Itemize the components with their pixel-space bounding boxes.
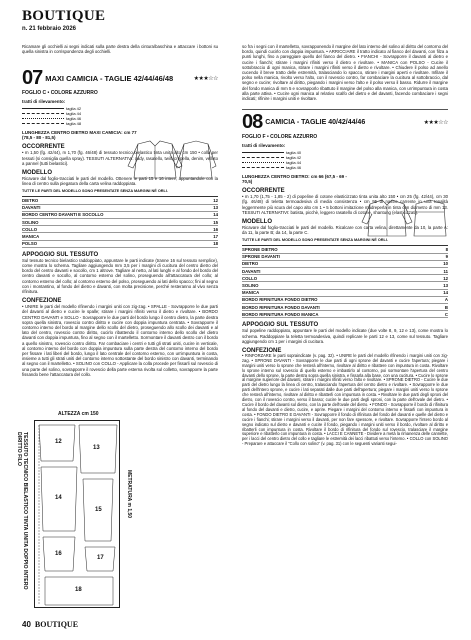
page-number: 40: [22, 620, 31, 629]
intro-text: Ricamare gli occhielli ai segni indicati sulla parte destra della cintura/baschina e attaccare i bottoni su quella sinistra in corrispondenza degli occhielli.: [22, 44, 218, 55]
size-row: taglia 42: [242, 155, 448, 160]
size-row: taglia 46: [242, 165, 448, 170]
piece-number: 12: [55, 439, 62, 445]
parts-row: [242, 268, 448, 275]
length-info: LUNGHEZZA CENTRO DIETRO: cm 66 (67,5 - 69 - 70,5): [242, 174, 347, 185]
piece-number: 16: [55, 551, 62, 557]
part-number: 18: [213, 241, 218, 247]
parts-row: [242, 254, 448, 261]
appoggio-text: Sul popeline raddoppiato, appuntare le parti del modello indicate (due volte 8, 9, 12 e 13), come mostra lo schema. Raddoppiare la teletta termoadesiva, quindi replicare le parti 12 e 13, come sul tessuto. Tagliare aggiungendo cm 1 per i margini di cucitura.: [242, 328, 448, 344]
part-name: DAVANTI: [242, 268, 261, 274]
piece-number: 17: [97, 555, 104, 561]
piece-number: 13: [93, 445, 100, 451]
occorrente-text: • m 1,70 (1,75 - 1,85 - 2) di popeline di cotone elasticizzato tinta unita alto 150 • cm 25 (fg. 42/44), cm 30 (fg. 46/48) di teletta termoadesiva di media consistenza • cm 95 di nastro carrente in una tonalità leggermente più scura del capo alto cm 1 • 5 bottoni imitazione madreperla in tinta con diametro di mm 13. TESSUTI ALTERNATIVI: batista, picchè, leggero rasatello di cotone, shantung (elasticizzati).: [242, 194, 448, 215]
part-name: SOLINO: [242, 282, 259, 288]
part-number: 14: [213, 212, 218, 218]
right-top-text: so fra i segni con il martelletto, sovrapponendo il margine del lato interno del solino al diritto del contorno del bordo, quindi cucirlo con doppia impuntura. • ARRICCIARE il tratto indicato al fianco del davanti, con filza a punti lunghi, fino a pareggiare quello del fianco del dietro. • FIANCHI - Sovrapporre il davanti al dietro e cucire i fianchi; stirare i margini rifiniti verso il dietro e rivoltare. • MANICA con POLSO - Cucire il sottobraccio di ogni manica, stirare i margini rifiniti verso il dietro e rivoltare. • Chiudere il polso ad anello cucendo il breve tratto delle estremità, tralasciando lo spacco, stirare i margini aperti e rivoltare. Infilare il polso nella manica, rivolto verso l'alto, con il rovescio contro, far combaciare la cucitura al sottobraccio, dal segno e cucire; rivoltare al diritto, piegando i margini verso l'alto e il polso verso il basso. Ridurre il margine del fondo manica di mm 5 e sovrapporlo ribattuto il margine del polso alla manica, con un'impuntura in costa alla parte attiva. • Cucire ogni manica al relativo scalfo del dietro e del davanti, facendo combaciare i segni indicati; rifinire i margini uniti e rivoltare.: [242, 44, 448, 102]
issue-date: n. 21 febbraio 2026: [22, 26, 77, 32]
parts-row: [242, 297, 448, 304]
piece-number: 14: [55, 495, 62, 501]
left-column: [22, 44, 218, 377]
footer-brand: BOUTIQUE: [34, 620, 79, 629]
confezione-text: • UNIRE le parti del modello rifinendo i margini uniti con zig-zag. • SPALLE - Sovrapporre le due parti del davanti al dietro e cucire le spalle; stirare i margini rifiniti verso il dietro e rivoltare. • BORDO CENTRO DAVANTI e SOLLO - Sovrapporre le due parti del bordo lungo il centro dietro, la parte destra sopra quella sinistra, rovescio contro diritto e cucire con doppia impuntura centrata. • Sovrapporre il contorno interno del bordo al margine dello scollo del dietro, proseguendo allo scollo dei davanti e al lato del centro, rovescio contro diritto, cucirlo ribattendo il contorno interno dello scollo del dietro davanti con doppia impuntura, fino al segno con il martelletto. Sormontare il davanti destro con il bordo a quello sinistro, rovescio contro diritto. Far combaciare i centri e tutti gli strati uniti, cucire in verticale, al contorno interno del bordo con doppia impuntura sulla parte destra del contorno interno del bordo per fissare i lati liberi del bordo, lungo il lato centrale del contorno esterno, con un'impuntura in costa, insieme a tutti gli strati uniti del contorno interno sottostante del bordo sinistro con davanti, terminando al segno con il martelletto. • SOLINO con COLLO - Applicare la colla procede per fissarli sul rovescio di una parte del solino, sovrapporre il rovescio della parte esterna rivolta sul colletto, sovrapporre la parte fissando bene l'attaccatura del collo.: [22, 304, 218, 377]
part-number: 14: [443, 290, 448, 296]
part-name: DIETRO: [242, 261, 259, 267]
parts-note: TUTTE LE PARTI DEL MODELLO SONO PRESENTATE SENZA MARGINI NÉ ORLI.: [22, 189, 168, 194]
length-info: LUNGHEZZA CENTRO DIETRO MAXI CAMICIA: cm 77 (78,5 - 80 - 81,5): [22, 130, 137, 141]
model-number: 07: [22, 67, 43, 90]
size-row: taglia 44: [242, 160, 448, 165]
tracing-label: tratti di rilevamento:: [22, 99, 66, 105]
fabric-side-label: TESSUTO TECNICO BIELASTICO TINTA UNITA DOPPIO INTERO DIRITTO FILO: [16, 432, 28, 590]
size-row: taglia 40: [242, 150, 448, 155]
part-name: MANICA: [22, 233, 40, 239]
confezione-title: CONFEZIONE: [22, 298, 62, 305]
modello-title: MODELLO: [242, 219, 272, 226]
part-name: BORDO RIFINITURA FONDO DIETRO: [242, 297, 318, 303]
modello-title: MODELLO: [22, 170, 52, 177]
occorrente-title: OCCORRENTE: [242, 188, 285, 195]
part-name: BORDO CENTRO DAVANTI E SOCOLLO: [22, 212, 104, 218]
parts-row: [242, 311, 448, 318]
model-title: MAXI CAMICIA - TAGLIE 42/44/46/48: [45, 73, 174, 83]
size-row: taglia 48: [22, 121, 218, 126]
part-number: 9: [445, 254, 448, 260]
shirt-sketch-icon: [120, 138, 218, 188]
parts-row: [22, 233, 218, 240]
part-number: A: [444, 297, 448, 303]
part-number: 8: [445, 247, 448, 253]
size-legend: [242, 150, 448, 170]
part-name: BORDO RIFINITURA FONDO MANICA: [242, 311, 319, 317]
parts-row: [22, 197, 218, 204]
fabric-width-label: ALTEZZA cm 150: [58, 411, 99, 417]
modello-text: Ricavare dal foglio-tracciati le parti del modello. Ottenere le parti 15 e 16 intere, appuntandole con la linea di centro sulla piegatura della carta velina raddoppiata.: [22, 176, 218, 187]
size-row: taglia 46: [22, 116, 218, 121]
parts-row: [242, 282, 448, 289]
part-name: COLLO: [242, 275, 258, 281]
parts-row: [22, 212, 218, 219]
model-number: 08: [242, 111, 263, 134]
appoggio-text: Sul tessuto tecnico bielastico raddoppiato, appuntare le parti indicate (tranne 16 sul tessuto semplice), come mostra lo schema. Tagliare aggiungendo mm 3,5 per i margini di cucitura del centro dietro del bordo del centro davanti e socollo, cm 1 altrove. Tagliare al netto, al lati lunghi e al fondo del bordo del centro davanti e socollo, al contorno esterno del solino, proseguendo all'attaccatura del collo; al contorno esterno del collo; al contorno esterno del polso, proseguendo ai lati dello spacco; fini al segno con i montantino, al fondo del dietro e davanti, con molta precisione, perché resteranno al vivo senza rifinitura.: [22, 257, 218, 294]
model-07-sketch: [120, 138, 218, 188]
parts-row: [242, 275, 448, 282]
parts-row: [242, 290, 448, 297]
page-footer: [22, 620, 78, 629]
appoggio-title: APPOGGIO SUL TESSUTO: [242, 322, 319, 329]
size-legend: [22, 106, 218, 126]
masthead: [22, 8, 105, 32]
model-title: CAMICIA - TAGLIE 40/42/44/46: [265, 118, 366, 126]
occorrente-title: OCCORRENTE: [22, 144, 65, 151]
part-number: 13: [213, 205, 218, 211]
cutting-layout-diagram: [35, 421, 121, 609]
parts-row: [242, 304, 448, 311]
modello-text: Ricavare dal foglio-tracciati le parti del modello. Ricalcare con carta velina, direttamente da 10, la parte A: da 11, la parte B; da 14, la parte C.: [242, 225, 448, 236]
part-number: 15: [213, 219, 218, 225]
part-name: MANICA: [242, 290, 260, 296]
parts-row: [22, 219, 218, 226]
parts-list: [242, 245, 448, 318]
sheet-info: FOGLIO F • COLORE AZZURRO: [242, 134, 318, 141]
difficulty-stars: ★★★☆☆: [193, 75, 218, 82]
part-name: BORDO RIFINITURA FONDO DAVANTI: [242, 304, 320, 310]
part-name: SPRONE DIETRO: [242, 247, 278, 253]
occorrente-text: • m 1,50 (fg. 42/44), m 1,70 (fg. 46/48) di tessuto tecnico bielastico tinta unita alto cm 150 • colla per tessuti (si consiglia quella spray). TESSUTI ALTERNATIVI: cady, rasatello, twill, crepella, denim, velluto a pannel (tutti bielastici).: [22, 150, 218, 166]
part-number: 12: [443, 275, 448, 281]
part-number: 10: [443, 261, 448, 267]
difficulty-stars: ★★★☆☆: [423, 119, 448, 126]
part-number: 11: [443, 268, 448, 274]
appoggio-title: APPOGGIO SUL TESSUTO: [22, 251, 99, 258]
part-name: DIETRO: [22, 198, 39, 204]
part-number: 17: [213, 233, 218, 239]
confezione-title: CONFEZIONE: [242, 347, 282, 354]
part-number: B: [444, 304, 448, 310]
part-number: 16: [213, 226, 218, 232]
part-name: SPRONE DAVANTI: [242, 254, 280, 260]
part-number: 12: [213, 198, 218, 204]
parts-row: [22, 241, 218, 248]
piece-number: 18: [75, 587, 82, 593]
piece-number: 15: [95, 507, 102, 513]
parts-note: TUTTE LE PARTI DEL MODELLO SONO PRESENTATE SENZA MARGINI NÉ ORLI.: [242, 238, 388, 243]
part-name: COLLO: [22, 226, 38, 232]
parts-list: [22, 196, 218, 247]
tracing-label: tratti di rilevamento:: [242, 143, 286, 149]
parts-row: [242, 246, 448, 253]
model-07-header: [22, 68, 218, 88]
model-08-sketch: [360, 196, 450, 246]
cutting-layout: [34, 420, 120, 608]
parts-row: [22, 226, 218, 233]
part-number: C: [444, 311, 448, 317]
part-number: 13: [443, 282, 448, 288]
part-name: DAVANTI: [22, 205, 41, 211]
confezione-text: • RINFORZARE le parti sopraindicate (v. pag. 32). • UNIRE le parti del modello rifinendo i margini uniti con zig-zag. • SPRONE DAVANTI - Sovrapporre le due parti di ogni sprone del davanti e cucire l'apertura; piegare i margini uniti verso lo sprone che resterà all'interno, rivoltare al diritto e ribattere con impuntura in costa. Rivoltare lo sprone interno sul rovescio di quello esterno e imbastirlo al contorno, poi sormontare l'apertura del centro davanti dello sprone, la parte destra sopra quella sinistra, e fissarla alla base, con una cucitura. • Cucire lo sprone al margine superiore del davanti, stirare i margini rifiniti verso l'alto e rivoltare. • SPRONE DIETRO - Cucire le due parti del dietro lungo la linea di centro, tralasciando l'apertura del centro dietro e rivoltare. • Sovrapporre le due parti dell'intero sprone, e cucire i lati separati dalle due parti dell'apertura; piegare i margini uniti verso lo sprone che resterà all'interno, rivoltare al diritto e ribatterli con impuntura in costa. • Rivoltare le due parti degli sproni del dietro, con il rovescio contro, verso il basso; cucire le due parti degli sproni, con la parte dell'ovale del dietro. • Cucire il bordo del davanti sul dietro, con la parte dell'ovale del dietro. • FONDO - Sovrapporre il bordo di rifinitura al fondo del davanti e dietro, cucire, e aprire. Piegare i margini del contorno interno e fissarli con impuntura in costa. • FONDO DIETRO E DAVANTI - Sovrapporre il fondo di rifinitura del fondo del davanti e quelle del dietro e cucire i fianchi; stirare i margini verso il davanti, per non fare spessore, e rivoltare. Sovrapporre l'intero bordo al segno indicato sul dietro e davanti e cucire il fondo, piegando i margini uniti verso il bordo, rivoltare al diritto e ribatterli con impuntura in costa. Rivoltare il bordo di rifinitura del fondo sul rovescio, tralasciare il margine superiore e ribatterlo con impuntura in costa. • LACCI E CANNETE - Dividere a metà la rimanenza delle cannette, per i lacci del centro dietro del collo e tagliare le estremità dei lacci ribattuti verso l'interno. • COLLO con SOLINO - Preparare e attaccare il "Collo con solino" (v. pag. 31) con le seguenti varianti segui-: [242, 352, 448, 447]
parts-row: [22, 205, 218, 212]
size-row: taglia 44: [22, 111, 218, 116]
fabric-meter-label: METRATURA m 1,50: [126, 470, 132, 519]
model-08-header: [242, 109, 448, 132]
brand-logo: BOUTIQUE: [22, 8, 106, 24]
sheet-info: FOGLIO C • COLORE AZZURRO: [22, 90, 98, 97]
part-name: SOLINO: [22, 219, 39, 225]
size-row: taglia 42: [22, 106, 218, 111]
parts-row: [242, 261, 448, 268]
part-name: POLSO: [22, 241, 38, 247]
shirt-sketch-icon: [360, 196, 450, 246]
